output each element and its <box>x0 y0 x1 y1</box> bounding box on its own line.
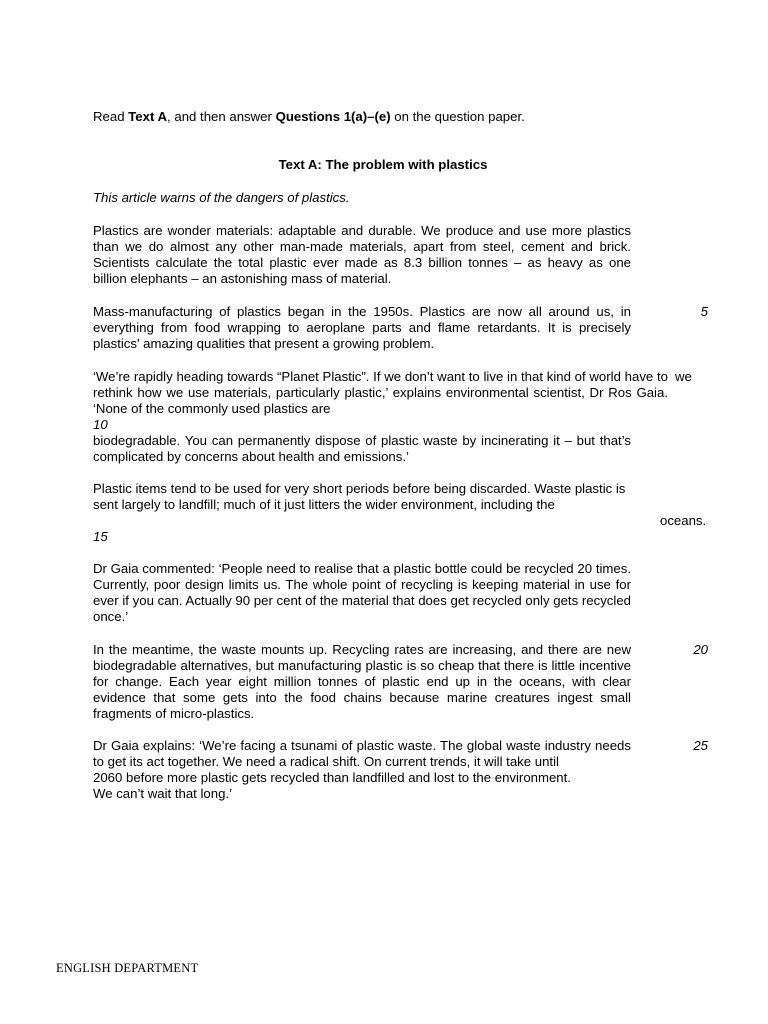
text-title: Text A: The problem with plastics <box>278 157 488 172</box>
instructions-middle: , and then answer <box>167 109 276 124</box>
paragraph-3a-tail: we <box>675 369 692 384</box>
paragraph-7-c: We can’t wait that long.’ <box>93 786 233 801</box>
paragraph-4-tail: oceans. <box>660 513 707 528</box>
intro-line: This article warns of the dangers of plastics. <box>93 190 350 205</box>
instructions-prefix: Read <box>93 109 129 124</box>
text-a-ref: Text A <box>128 109 168 124</box>
paragraph-1: Plastics are wonder materials: adaptable and durable. We produce and use more plastics than we do almost any other man-made materials, apart from steel, cement and brick. Scientists calculate the total plastic ever made as 8.3 billion tonnes – as heavy as one billion elephants – an astonishing mass of material. <box>93 223 631 286</box>
line-number-5: 5 <box>700 304 708 319</box>
line-number-20: 20 <box>693 642 708 657</box>
paragraph-5: Dr Gaia commented: ‘People need to realise that a plastic bottle could be recycled 20 times. Currently, poor design limits us. The whole point of recycling is keeping material in use for ever if you can. Actually 90 per cent of the material that does get recycled only gets recycled once.’ <box>93 561 631 624</box>
paragraph-7 <box>93 738 631 802</box>
line-number-15: 15 <box>93 529 108 544</box>
line-number-25: 25 <box>693 738 708 753</box>
paragraph-3b: biodegradable. You can permanently dispose of plastic waste by incinerating it – but that’s complicated by concerns about health and emissions.’ <box>93 433 631 464</box>
instructions <box>93 109 560 125</box>
paragraph-4: Plastic items tend to be used for very short periods before being discarded. Waste plastic is sent largely to landfill; much of it just litters the wider environment, including the <box>93 481 626 512</box>
instructions-suffix: on the question paper. <box>390 109 525 124</box>
paragraph-2: Mass-manufacturing of plastics began in the 1950s. Plastics are now all around us, in everything from food wrapping to aeroplane parts and flame retardants. It is precisely plastics' amazing qualities that present a growing problem. <box>93 304 631 351</box>
footer-department: ENGLISH DEPARTMENT <box>56 961 199 975</box>
paragraph-3a-cont: have to rethink how we use materials, particularly plastic,’ explains environmental scientist, Dr Ros Gaia. ‘None of the commonly used plastics are <box>93 369 669 416</box>
line-number-10: 10 <box>93 417 108 432</box>
paragraph-3a-first: ‘We’re rapidly heading towards “Planet Plastic”. If we don’t want to live in that kind of world <box>93 369 621 384</box>
paragraph-6: In the meantime, the waste mounts up. Recycling rates are increasing, and there are new biodegradable alternatives, but manufacturing plastic is so cheap that there is little incentive for change. Each year eight million tonnes of plastic end up in the oceans, with clear evidence that some gets into the food chains because marine creatures ingest small fragments of micro-plastics. <box>93 642 631 721</box>
questions-ref: Questions 1(a)–(e) <box>275 109 391 124</box>
paragraph-7-a: Dr Gaia explains: ‘We’re facing a tsunami of plastic waste. The global waste industry needs to get its act together. We need a radical shift. On current trends, it will take until <box>93 738 631 769</box>
paragraph-3a <box>93 369 668 417</box>
paragraph-7-b: 2060 before more plastic gets recycled than landfilled and lost to the environment. <box>93 770 571 785</box>
